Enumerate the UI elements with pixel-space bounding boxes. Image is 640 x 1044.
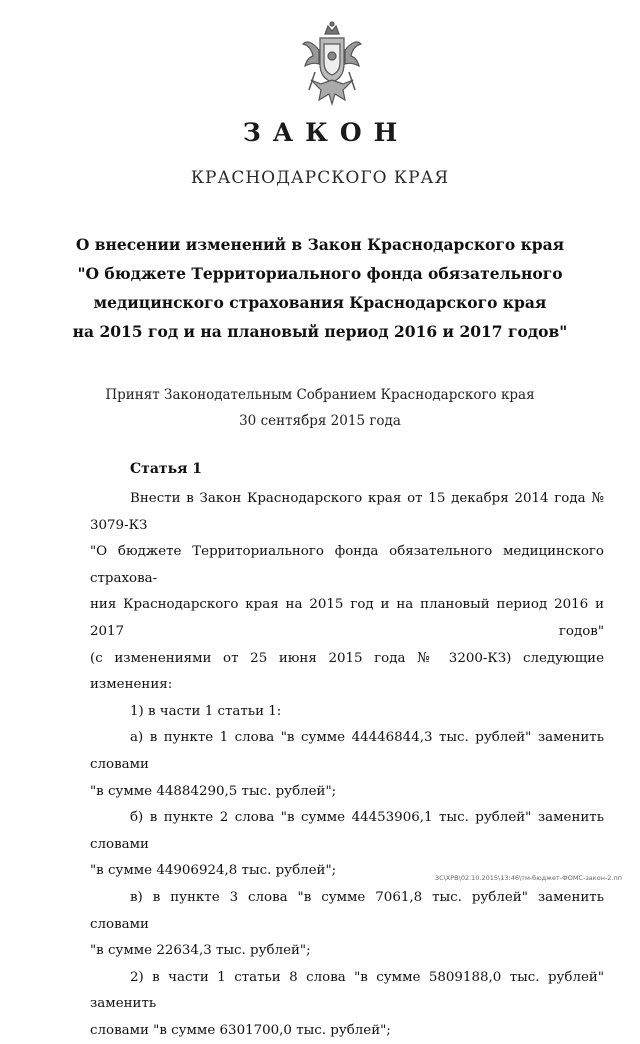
law-title: ЗАКОН (242, 118, 410, 147)
paragraph-line: (с изменениями от 25 июня 2015 года № 3200-КЗ) следующие изменения: (90, 650, 604, 693)
list-item-continuation: словами "в сумме 6301700,0 тыс. рублей"; (90, 1022, 391, 1038)
adoption-note (0, 382, 640, 434)
heading-line: О внесении изменений в Закон Краснодарского края (75, 235, 565, 254)
list-item: а) в пункте 1 слова "в сумме 44446844,3 тыс. рублей" заменить словами (90, 730, 604, 772)
list-item-continuation: "в сумме 44884290,5 тыс. рублей"; (90, 783, 337, 799)
list-item: 2) в части 1 статьи 8 слова "в сумме 5809188,0 тыс. рублей" заменить (90, 969, 604, 1012)
heading-line: на 2015 год и на плановый период 2016 и 2017 годов" (72, 322, 568, 341)
adoption-date: 30 сентября 2015 года (239, 413, 401, 429)
heading-line: медицинского страхования Краснодарского края (93, 293, 547, 312)
paragraph-line: ния Краснодарского края на 2015 год и на плановый период 2016 и 2017 годов" (90, 597, 604, 639)
adoption-line: Принят Законодательным Собранием Краснодарского края (105, 387, 535, 403)
list-item: б) в пункте 2 слова "в сумме 44453906,1 тыс. рублей" заменить словами (90, 810, 604, 852)
file-path-footer: ЗС\ХРВ\02.10.2015\13:46\тм-бюджет-ФОМС-закон-2.пп (434, 874, 622, 882)
paragraph-line: "О бюджете Территориального фонда обязательного медицинского страхова- (90, 544, 604, 586)
article-body (90, 486, 604, 1044)
paragraph-line: Внести в Закон Краснодарского края от 15 декабря 2014 года № 3079-КЗ (90, 491, 604, 533)
list-item: в) в пункте 3 слова "в сумме 7061,8 тыс. рублей" заменить словами (90, 889, 604, 932)
list-item-continuation: "в сумме 22634,3 тыс. рублей"; (90, 943, 311, 959)
krasnodar-coat-of-arms-icon (299, 20, 365, 106)
law-subtitle: КРАСНОДАРСКОГО КРАЯ (190, 168, 450, 188)
article-title: Статья 1 (130, 461, 203, 477)
list-item-continuation: "в сумме 44906924,8 тыс. рублей"; (90, 863, 337, 879)
law-heading (0, 230, 640, 346)
heading-line: "О бюджете Территориального фонда обязательного (77, 264, 563, 283)
list-item: 1) в части 1 статьи 1: (130, 703, 282, 719)
